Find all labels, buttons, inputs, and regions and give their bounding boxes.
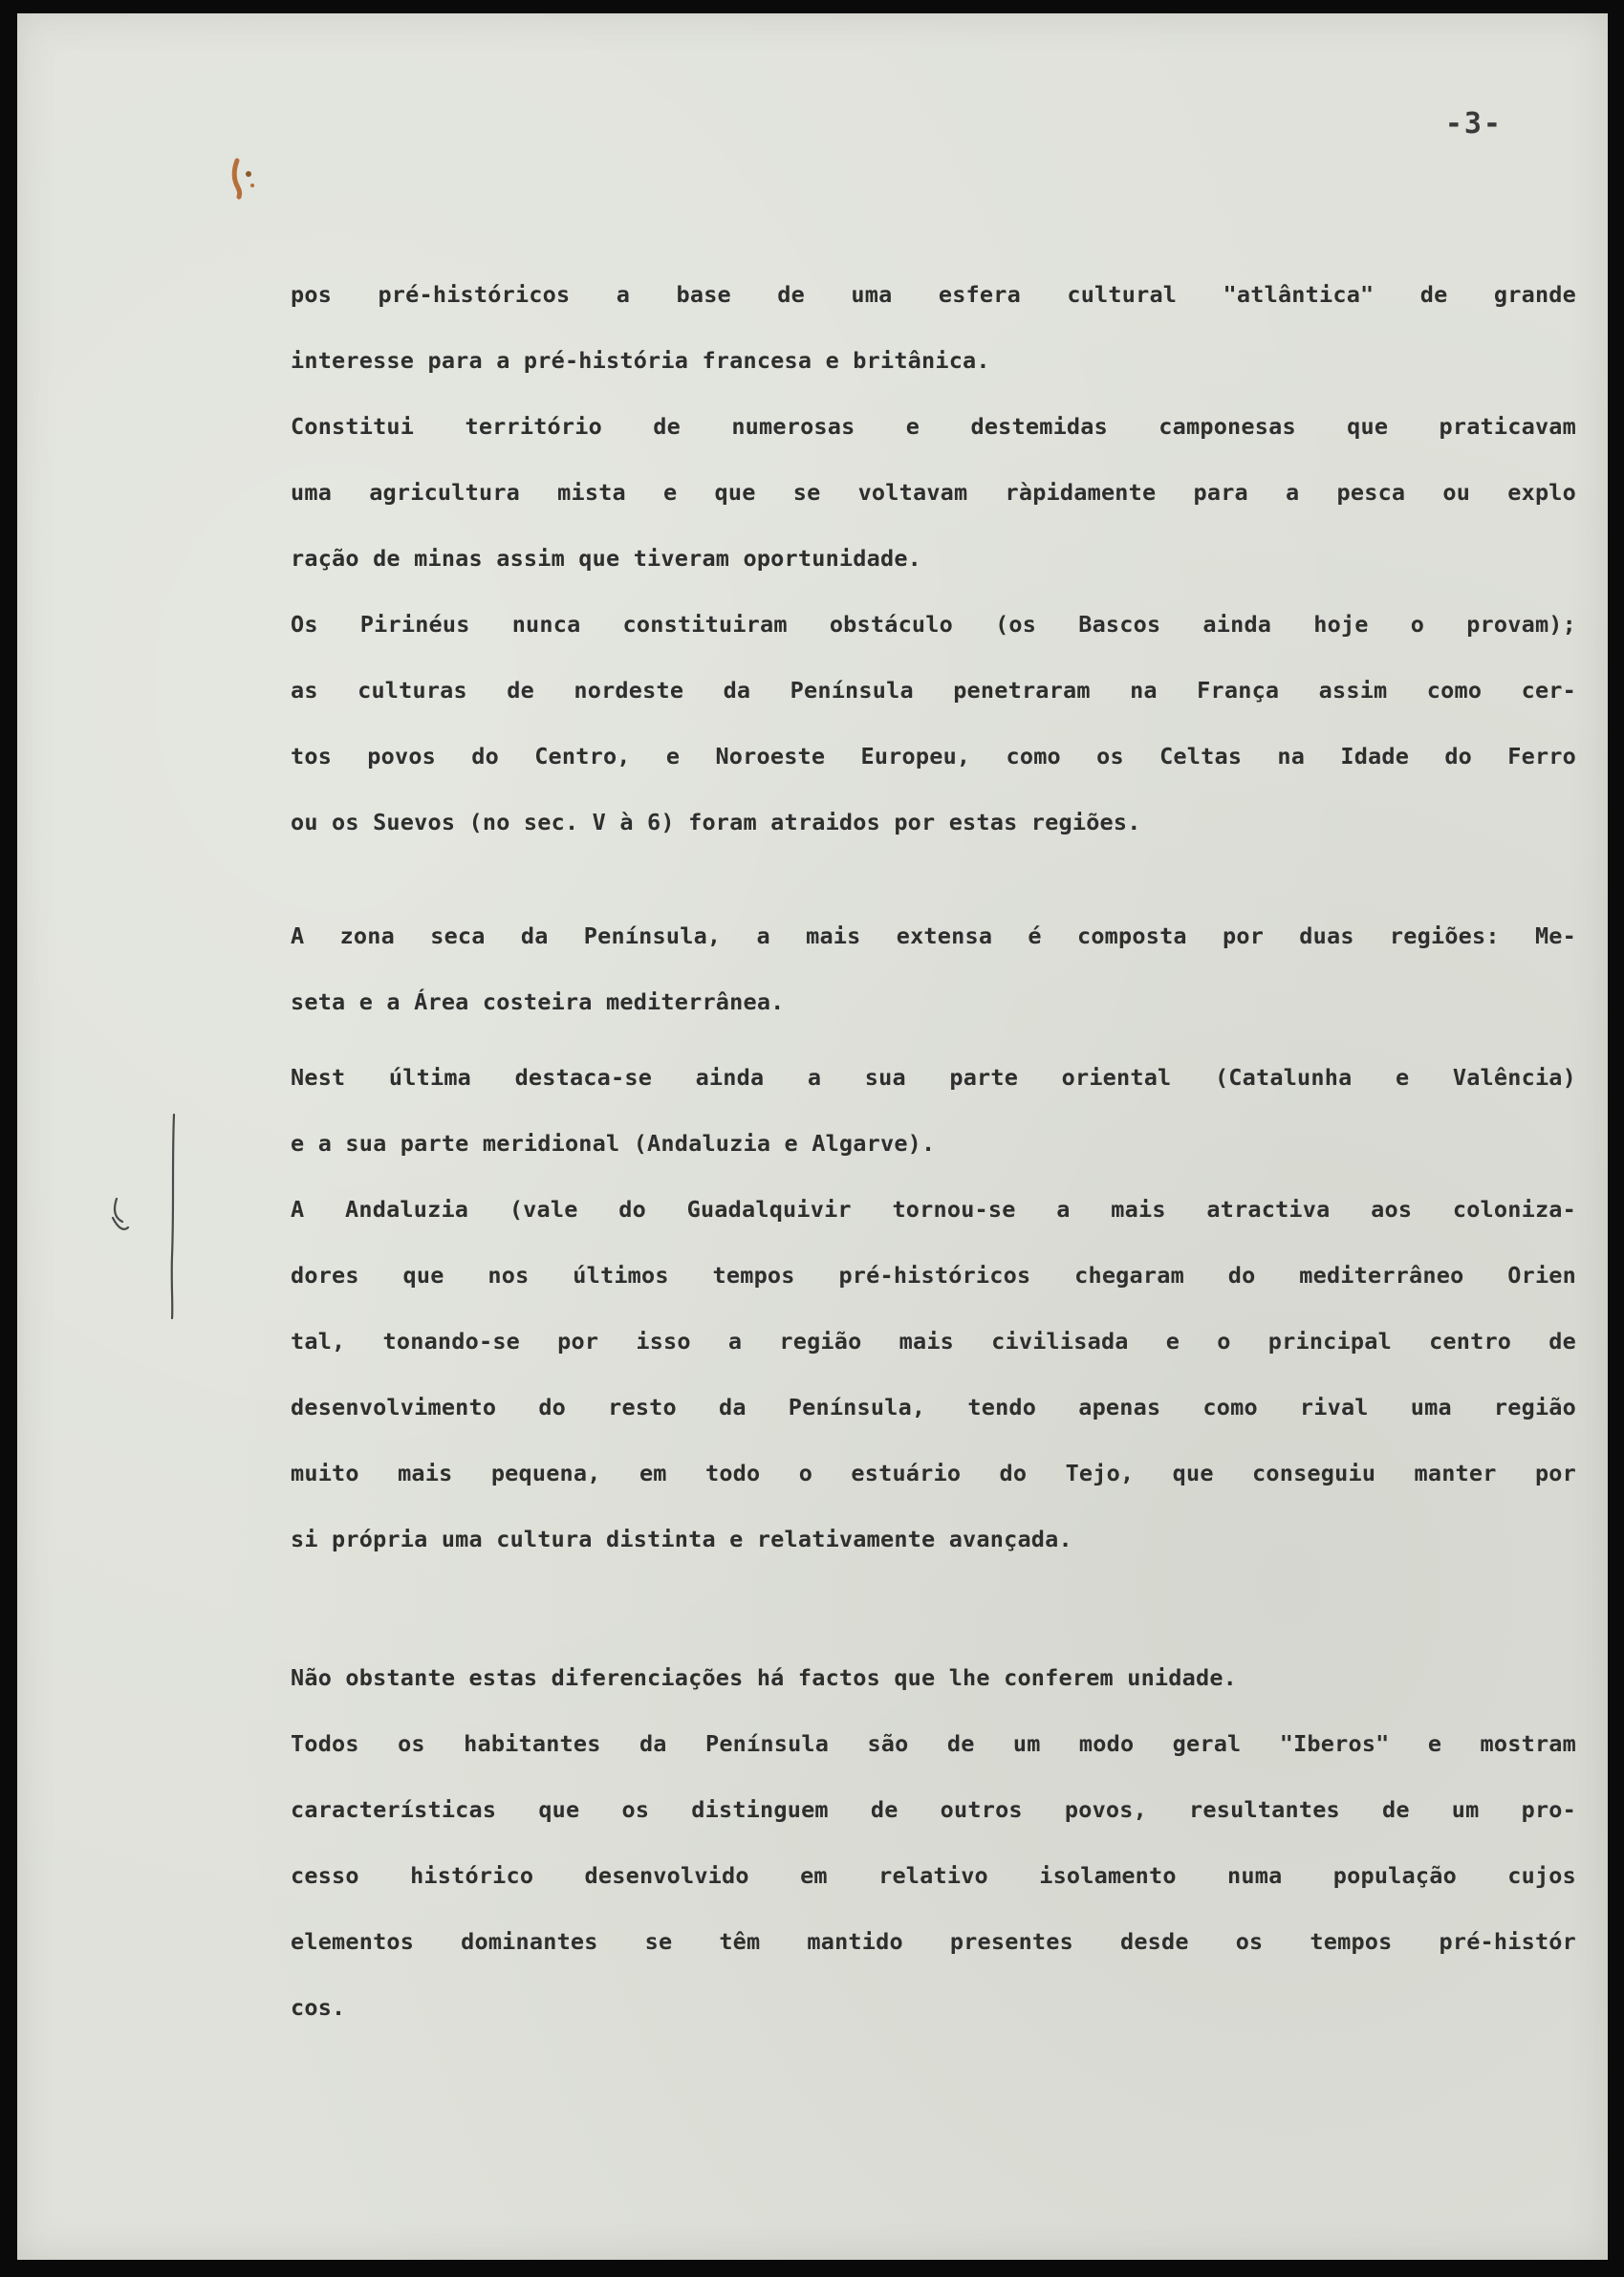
paragraph: [291, 394, 1576, 592]
text-line: interesse para a pré-história francesa e britânica.: [291, 347, 990, 374]
text-line: tal, tonando-se por isso a região mais civilisada e o principal centro de: [291, 1328, 1576, 1355]
text-line: desenvolvimento do resto da Península, tendo apenas como rival uma região: [291, 1394, 1576, 1420]
paragraph: [291, 1177, 1576, 1572]
handwritten-bracket-mark-icon: [96, 1103, 182, 1323]
text-line: Constitui território de numerosas e destemidas camponesas que praticavam: [291, 413, 1576, 440]
text-line: elementos dominantes se têm mantido presentes desde os tempos pré-histór: [291, 1928, 1576, 1955]
document-page: [17, 13, 1608, 2260]
text-line: ou os Suevos (no sec. V à 6) foram atraidos por estas regiões.: [291, 809, 1141, 835]
text-line: uma agricultura mista e que se voltavam ràpidamente para a pesca ou explo: [291, 479, 1576, 506]
page-number: -3-: [1444, 107, 1503, 141]
text-line: seta e a Área costeira mediterrânea.: [291, 988, 785, 1015]
text-line: ração de minas assim que tiveram oportunidade.: [291, 545, 922, 572]
text-line: dores que nos últimos tempos pré-históricos chegaram do mediterrâneo Orien: [291, 1262, 1576, 1289]
text-line: cesso histórico desenvolvido em relativo isolamento numa população cujos: [291, 1862, 1576, 1889]
text-line: tos povos do Centro, e Noroeste Europeu, como os Celtas na Idade do Ferro: [291, 743, 1576, 770]
text-line: Não obstante estas diferenciações há factos que lhe conferem unidade.: [291, 1664, 1238, 1691]
text-line: características que os distinguem de outros povos, resultantes de um pro-: [291, 1796, 1576, 1823]
text-line: e a sua parte meridional (Andaluzia e Algarve).: [291, 1130, 936, 1157]
text-line: as culturas de nordeste da Península penetraram na França assim como cer-: [291, 677, 1576, 704]
text-line: muito mais pequena, em todo o estuário do Tejo, que conseguiu manter por: [291, 1460, 1576, 1486]
paragraph: [291, 1645, 1576, 2041]
paragraph: [291, 903, 1576, 1035]
text-line: A zona seca da Península, a mais extensa é composta por duas regiões: Me-: [291, 922, 1576, 949]
text-line: cos.: [291, 1994, 346, 2021]
paragraph: [291, 262, 1576, 394]
text-line: Nest última destaca-se ainda a sua parte oriental (Catalunha e Valência): [291, 1064, 1576, 1091]
text-line: pos pré-históricos a base de uma esfera cultural "atlântica" de grande: [291, 281, 1576, 308]
paragraph: [291, 592, 1576, 856]
text-line: Os Pirinéus nunca constituiram obstáculo (os Bascos ainda hoje o provam);: [291, 611, 1576, 638]
ink-stain-icon: [229, 157, 258, 201]
body-text: [291, 262, 1576, 2041]
paragraph: [291, 1045, 1576, 1177]
text-line: A Andaluzia (vale do Guadalquivir tornou-se a mais atractiva aos coloniza-: [291, 1196, 1576, 1223]
text-line: si própria uma cultura distinta e relativamente avançada.: [291, 1526, 1072, 1552]
text-line: Todos os habitantes da Península são de um modo geral "Iberos" e mostram: [291, 1730, 1576, 1757]
